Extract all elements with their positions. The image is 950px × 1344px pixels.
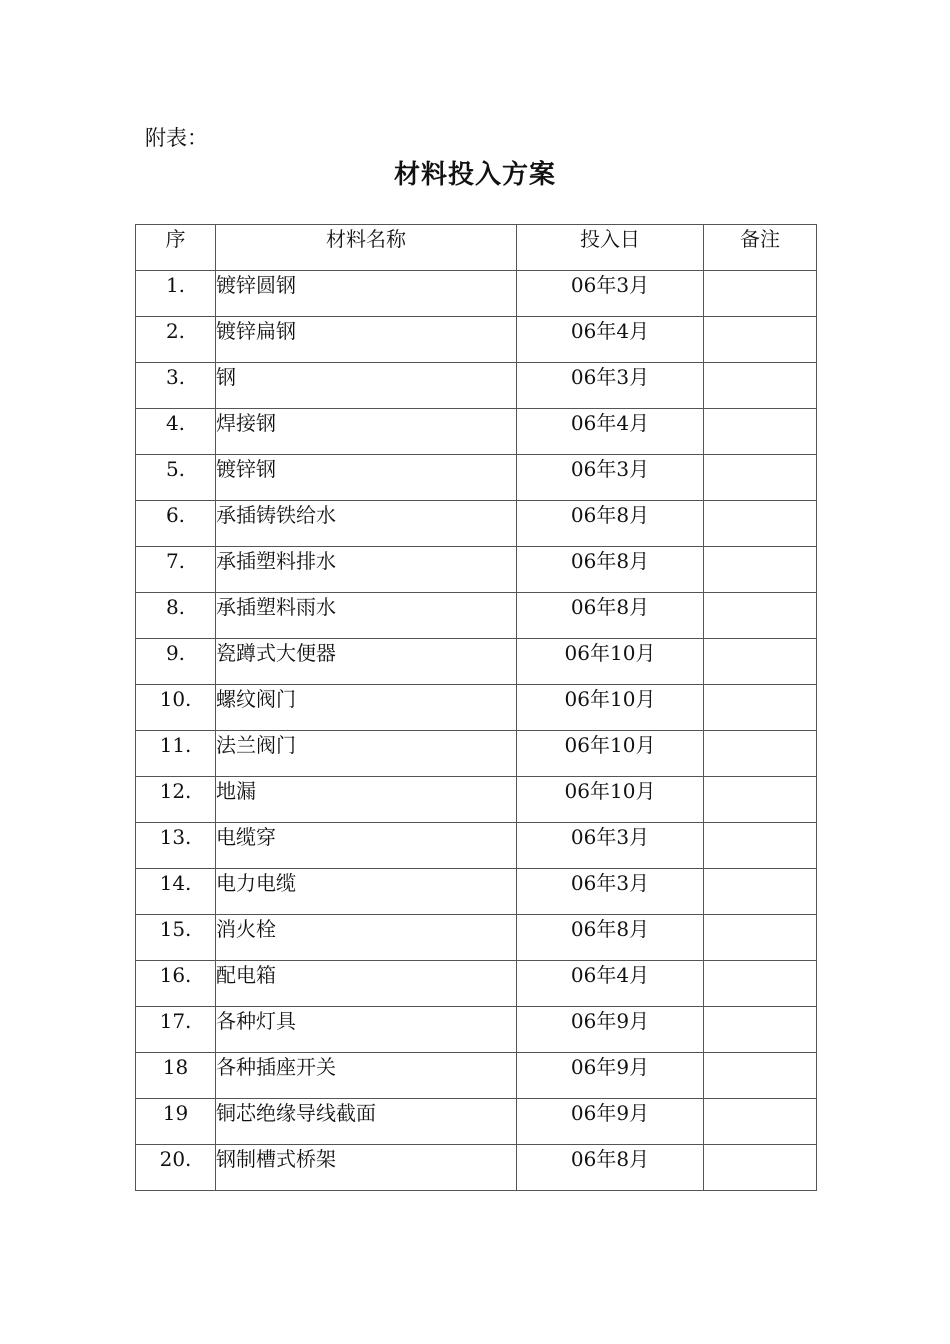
note-cell: [704, 271, 817, 317]
note-cell: [704, 409, 817, 455]
material-name-cell: 地漏: [216, 777, 517, 823]
row-number-cell: 19: [136, 1099, 216, 1145]
materials-table: [135, 224, 817, 1191]
note-cell: [704, 1145, 817, 1191]
header-cell-date: 投入日: [517, 225, 704, 271]
table-row: [136, 639, 817, 685]
table-row: [136, 501, 817, 547]
material-name-cell: 电力电缆: [216, 869, 517, 915]
material-name-cell: 承插塑料排水: [216, 547, 517, 593]
row-number-cell: 7.: [136, 547, 216, 593]
note-cell: [704, 1099, 817, 1145]
table-row: [136, 455, 817, 501]
note-cell: [704, 501, 817, 547]
input-date-cell: 06年3月: [517, 271, 704, 317]
table-row: [136, 1145, 817, 1191]
input-date-cell: 06年3月: [517, 823, 704, 869]
input-date-cell: 06年4月: [517, 317, 704, 363]
header-cell-name: 材料名称: [216, 225, 517, 271]
table-header-row: [136, 225, 817, 271]
row-number-cell: 17.: [136, 1007, 216, 1053]
material-name-cell: 铜芯绝缘导线截面: [216, 1099, 517, 1145]
input-date-cell: 06年8月: [517, 1145, 704, 1191]
note-cell: [704, 961, 817, 1007]
input-date-cell: 06年3月: [517, 869, 704, 915]
material-name-cell: 承插铸铁给水: [216, 501, 517, 547]
table-row: [136, 869, 817, 915]
table-row: [136, 363, 817, 409]
input-date-cell: 06年8月: [517, 501, 704, 547]
material-name-cell: 各种灯具: [216, 1007, 517, 1053]
input-date-cell: 06年10月: [517, 731, 704, 777]
table-row: [136, 317, 817, 363]
row-number-cell: 3.: [136, 363, 216, 409]
note-cell: [704, 731, 817, 777]
materials-table-body: [136, 225, 817, 1191]
input-date-cell: 06年8月: [517, 547, 704, 593]
material-name-cell: 电缆穿: [216, 823, 517, 869]
row-number-cell: 20.: [136, 1145, 216, 1191]
note-cell: [704, 593, 817, 639]
table-row: [136, 915, 817, 961]
material-name-cell: 镀锌圆钢: [216, 271, 517, 317]
material-name-cell: 配电箱: [216, 961, 517, 1007]
material-name-cell: 瓷蹲式大便器: [216, 639, 517, 685]
input-date-cell: 06年9月: [517, 1007, 704, 1053]
input-date-cell: 06年10月: [517, 639, 704, 685]
table-row: [136, 1099, 817, 1145]
row-number-cell: 15.: [136, 915, 216, 961]
row-number-cell: 11.: [136, 731, 216, 777]
material-name-cell: 承插塑料雨水: [216, 593, 517, 639]
material-name-cell: 螺纹阀门: [216, 685, 517, 731]
row-number-cell: 9.: [136, 639, 216, 685]
row-number-cell: 10.: [136, 685, 216, 731]
row-number-cell: 13.: [136, 823, 216, 869]
table-row: [136, 961, 817, 1007]
row-number-cell: 5.: [136, 455, 216, 501]
row-number-cell: 4.: [136, 409, 216, 455]
row-number-cell: 6.: [136, 501, 216, 547]
header-cell-note: 备注: [704, 225, 817, 271]
material-name-cell: 焊接钢: [216, 409, 517, 455]
table-row: [136, 1053, 817, 1099]
note-cell: [704, 547, 817, 593]
appendix-label: 附表：: [145, 126, 208, 150]
input-date-cell: 06年3月: [517, 363, 704, 409]
note-cell: [704, 915, 817, 961]
input-date-cell: 06年9月: [517, 1053, 704, 1099]
input-date-cell: 06年9月: [517, 1099, 704, 1145]
page-title: 材料投入方案: [393, 160, 556, 190]
input-date-cell: 06年8月: [517, 593, 704, 639]
row-number-cell: 18: [136, 1053, 216, 1099]
material-name-cell: 各种插座开关: [216, 1053, 517, 1099]
material-name-cell: 法兰阀门: [216, 731, 517, 777]
note-cell: [704, 363, 817, 409]
note-cell: [704, 1007, 817, 1053]
input-date-cell: 06年8月: [517, 915, 704, 961]
input-date-cell: 06年4月: [517, 409, 704, 455]
note-cell: [704, 639, 817, 685]
row-number-cell: 1.: [136, 271, 216, 317]
input-date-cell: 06年3月: [517, 455, 704, 501]
material-name-cell: 镀锌扁钢: [216, 317, 517, 363]
material-name-cell: 钢制槽式桥架: [216, 1145, 517, 1191]
note-cell: [704, 685, 817, 731]
note-cell: [704, 823, 817, 869]
row-number-cell: 8.: [136, 593, 216, 639]
note-cell: [704, 777, 817, 823]
row-number-cell: 12.: [136, 777, 216, 823]
header-cell-no: 序: [136, 225, 216, 271]
table-row: [136, 409, 817, 455]
material-name-cell: 镀锌钢: [216, 455, 517, 501]
table-row: [136, 593, 817, 639]
table-row: [136, 823, 817, 869]
row-number-cell: 16.: [136, 961, 216, 1007]
note-cell: [704, 455, 817, 501]
note-cell: [704, 1053, 817, 1099]
table-row: [136, 777, 817, 823]
input-date-cell: 06年10月: [517, 685, 704, 731]
table-row: [136, 731, 817, 777]
material-name-cell: 钢: [216, 363, 517, 409]
note-cell: [704, 317, 817, 363]
row-number-cell: 2.: [136, 317, 216, 363]
input-date-cell: 06年4月: [517, 961, 704, 1007]
table-row: [136, 1007, 817, 1053]
row-number-cell: 14.: [136, 869, 216, 915]
material-name-cell: 消火栓: [216, 915, 517, 961]
table-row: [136, 547, 817, 593]
input-date-cell: 06年10月: [517, 777, 704, 823]
note-cell: [704, 869, 817, 915]
table-row: [136, 271, 817, 317]
table-row: [136, 685, 817, 731]
